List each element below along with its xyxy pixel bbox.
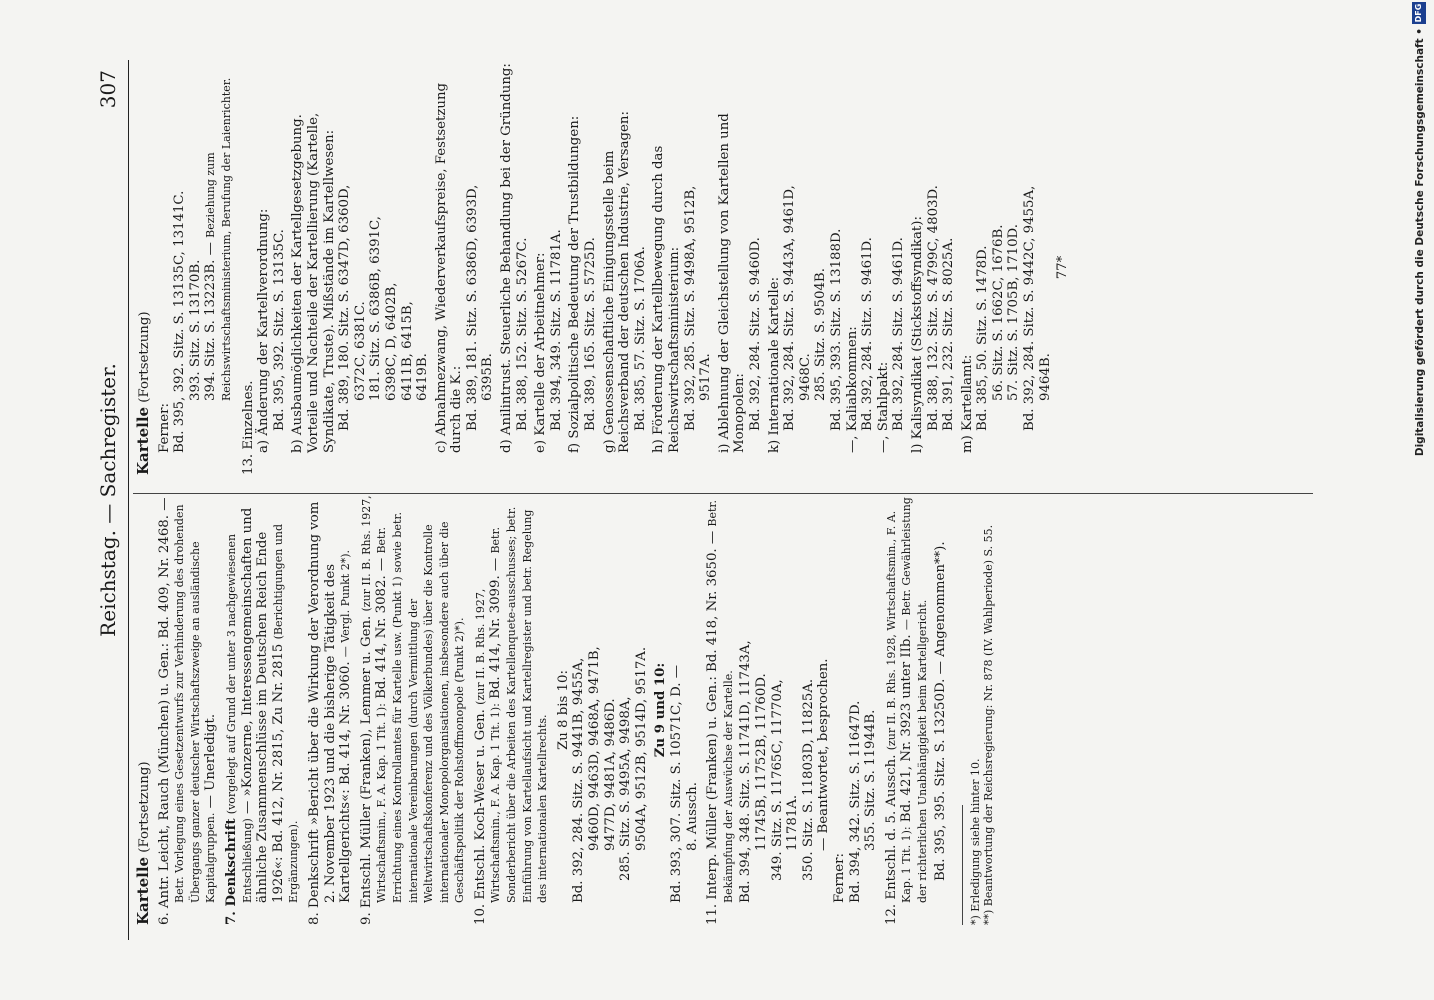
item-h: h) Förderung der Kartellbewegung durch das Reichswirtschaftsministerium: bbox=[651, 145, 682, 453]
ref-line: Bd. 385, 57. Sitz. S. 1706A. bbox=[632, 246, 648, 431]
ref-line: Ferner: bbox=[831, 853, 847, 903]
ref-line: Bd. 395, 392. Sitz. S. 13135C, 13141C. bbox=[172, 190, 188, 453]
ref-line: — Beantwortet, besprochen. bbox=[816, 658, 832, 851]
dfg-credit: Digitalisierung gefördert durch die Deutsche Forschungsgemeinschaft • bbox=[1414, 28, 1426, 457]
ref-line: Bd. 388, 152. Sitz. S. 5267C. bbox=[514, 237, 530, 431]
item-d: d) Anilintrust. Steuerliche Behandlung bei der Gründung: bbox=[499, 63, 515, 453]
ref-line: Bd. 394, 349. Sitz. S. 11781A. bbox=[548, 229, 564, 431]
ref-line: Bd. 392, 284. Sitz. S. 9443A, 9461D, bbox=[782, 185, 798, 431]
ref-line: 57. Sitz. S. 1705B, 1710D. bbox=[1006, 224, 1022, 401]
ref-line: Bd. 389, 165. Sitz. S. 5725D. bbox=[583, 237, 599, 431]
ref-line: Bd. 395, 393. Sitz. S. 13188D. bbox=[828, 228, 844, 431]
ref-line: 285. Sitz. S. 9504B. bbox=[813, 268, 829, 401]
entry-12: 12. Entschl. d. 5. Aussch. (zur II. B. Rhs. 1928, Wirtschaftsmin., F. A. Kap. 1 Tit. 1): Bd. 421, Nr. 3923 unter IIb. — Betr. Gewährleistung der richterlichen Unabhängigkeit beim Kartellgericht. bbox=[883, 497, 929, 925]
ref-line: Bd. 385, 50. Sitz. S. 1478D. bbox=[975, 245, 991, 431]
ref-line: 11745B, 11752B, 11760D. bbox=[753, 673, 769, 851]
ref-line: 11781A. bbox=[785, 794, 801, 851]
ref-line: 6398C, D, 6402B, bbox=[383, 282, 399, 401]
item-c: c) Abnahmezwang, Wiederverkaufspreise, Festsetzung durch die K.: bbox=[433, 82, 465, 453]
ref-line: 9464B. bbox=[1037, 353, 1053, 401]
item-g: g) Genossenschaftliche Einigungsstelle beim Reichsverband der deutschen Industrie, Versagen: bbox=[601, 111, 633, 453]
footnote-1: *) Erledigung siehe hinter 10. bbox=[969, 758, 983, 925]
left-heading: Kartelle (Fortsetzung) bbox=[134, 761, 152, 925]
entry-7: 7. Denkschrift (vorgelegt auf Grund der unter 3 nachgewiesenen Entschließung) — »Konzerne, Interessengemeinschaften und ähnliche Zusammenschlüsse im Deutschen Reich Ende 1926«: Bd. 412, Nr. 2815, Zu Nr. 2815 (Berichtigungen und Ergänzungen). bbox=[223, 507, 301, 925]
sub-item: —, Stahlpakt: bbox=[875, 361, 891, 453]
zu-9-und-10-label: Zu 9 und 10: bbox=[653, 662, 669, 758]
entry-11: 11. Interp. Müller (Franken) u. Gen.: Bd. 418, Nr. 3650. — Betr. Bekämpfung der Auswüchse der Kartelle. bbox=[705, 500, 735, 925]
sub-item: —, Kaliabkommen: bbox=[844, 326, 860, 453]
ref-line: Bd. 395, 392. Sitz. S. 13135C. bbox=[271, 229, 287, 431]
ref-line: 181. Sitz. S. 6386B, 6391C, bbox=[368, 216, 384, 401]
ref-line: Bd. 392, 285. Sitz. S. 9498A, 9512B, bbox=[682, 185, 698, 431]
item-m: m) Kartellamt: bbox=[959, 354, 975, 453]
right-column bbox=[136, 60, 1071, 475]
footnote-rule bbox=[962, 805, 963, 925]
entry-8: 8. Denkschrift »Bericht über die Wirkung der Verordnung vom 2. November 1923 und die bisherige Tätigkeit des Kartellgerichts«: Bd. 414, Nr. 3060. — Vergl. Punkt 2*). bbox=[306, 501, 354, 925]
dfg-sidebar bbox=[1400, 0, 1434, 1000]
running-title: Reichstag. — Sachregister. bbox=[96, 363, 120, 637]
ref-line: Bd. 391, 232. Sitz. S. 8025A. bbox=[941, 237, 957, 431]
ref-line: Bd. 392, 284. Sitz. S. 9461D. bbox=[891, 237, 907, 431]
item-k: k) Internationale Kartelle: bbox=[766, 276, 782, 453]
ref-line: Bd. 389, 180. Sitz. S. 6347D, 6360D, bbox=[337, 184, 353, 431]
dfg-logo: DFG bbox=[1412, 2, 1426, 24]
page-number: 307 bbox=[96, 70, 120, 109]
ref-line: 6411B, 6415B, bbox=[399, 301, 415, 401]
ref-line: 393. Sitz. S. 13170B. bbox=[187, 259, 203, 401]
entry-6: 6. Antr. Leicht, Rauch (München) u. Gen.: Bd. 409, Nr. 2468. — Betr. Vorlegung eines Gesetzentwurfs zur Verhinderung des drohenden Übergangs ganzer deutscher Wirtschaftszweige an ausländische Kapitalgruppen. — Unerledigt. bbox=[156, 497, 219, 925]
ref-line: 350. Sitz. S. 11803D, 11825A. bbox=[800, 678, 816, 881]
ref-line: 9504A, 9512B, 9514D, 9517A. bbox=[633, 646, 649, 851]
column-divider bbox=[133, 493, 1313, 494]
ref-line: Bd. 389, 181. Sitz. S. 6386D, 6393D, bbox=[464, 184, 480, 431]
ref-line: 349. Sitz. S. 11765C, 11770A, bbox=[769, 679, 785, 881]
item-b: b) Ausbaumöglichkeiten der Kartellgesetzgebung. Vorteile und Nachteile der Kartellierung (Kartelle, Syndikate, Truste). Mißstände im Kartellwesen: bbox=[290, 112, 337, 453]
left-column bbox=[136, 495, 995, 925]
ref-line: Bd. 388, 132. Sitz. S. 4799C, 4803D. bbox=[925, 185, 941, 431]
ref-line: 6419B. bbox=[415, 353, 431, 401]
ref-line: 56. Sitz. S. 1662C, 1676B. bbox=[990, 224, 1006, 401]
ref-line: 6372C, 6381C. bbox=[352, 301, 368, 401]
item-l: l) Kalisyndikat (Stickstoffsyndikat): bbox=[909, 216, 925, 453]
entry-10: 10. Entschl. Koch-Weser u. Gen. (zur II. B. Rhs. 1927, Wirtschaftsmin., F. A. Kap. 1 Tit. 1): Bd. 414, Nr. 3099. — Betr. Sonderbericht über die Arbeiten des Kartellenquete-ausschusses; betr. Einführung von Kartellaufsicht und Kartellregister und betr. Regelung des internationalen Kartellrechts. bbox=[472, 506, 550, 925]
item-i: i) Ablehnung der Gleichstellung von Kartellen und Monopolen: bbox=[716, 113, 748, 453]
item-a: a) Änderung der Kartellverordnung: bbox=[256, 208, 272, 453]
page-header bbox=[96, 60, 124, 940]
ref-line: Bd. 395, 395. Sitz. S. 13250D. — Angenommen**). bbox=[932, 541, 948, 881]
header-rule bbox=[128, 60, 129, 940]
entry-9: 9. Entschl. Müller (Franken), Lemmer u. Gen. (zur II. B. Rhs. 1927, Wirtschaftsmin., F. A. Kap. 1 Tit. 1): Bd. 414, Nr. 3082. — Betr. Errichtung eines Kontrollamtes für Kartelle usw. (Punkt 1) sowie betr. internationale Vereinbarungen (durch Vermittlung der Weltwirtschaftskonferenz und des Völkerbundes) über die Kontrolle internationaler Monopolorganisationen, insbesondere auch über die Geschäftspolitik der Rohstoffmonopole (Punkt 2)*). bbox=[358, 495, 467, 925]
ref-line: Bd. 392, 284. Sitz. S. 9441B, 9455A, bbox=[571, 657, 587, 903]
footnote-2: **) Beantwortung der Reichsregierung: Nr. 878 (IV. Wahlperiode) S. 55. bbox=[982, 524, 996, 925]
ref-line: 355. Sitz. S. 11944B. bbox=[863, 709, 879, 851]
ref-line: 9517A. bbox=[698, 353, 714, 401]
item-e: e) Kartelle der Arbeitnehmer: bbox=[533, 252, 549, 453]
item-f: f) Sozialpolitische Bedeutung der Trustbildungen: bbox=[567, 115, 583, 453]
ref-line: 8. Aussch. bbox=[684, 782, 700, 851]
ref-line: Bd. 394, 348. Sitz. S. 11741D, 11743A, bbox=[738, 640, 754, 903]
ref-line: 285. Sitz. S. 9495A, 9498A, bbox=[618, 696, 634, 881]
right-heading: Kartelle (Fortsetzung) bbox=[134, 311, 152, 475]
section-13-title: 13. Einzelnes. bbox=[240, 380, 256, 475]
ref-line: Bd. 392, 284. Sitz. S. 9460D. bbox=[747, 237, 763, 431]
ref-line: Bd. 392, 284. Sitz. S. 9442C, 9455A, bbox=[1022, 185, 1038, 431]
ref-line: Ferner: bbox=[156, 403, 172, 453]
ref-line: 9468C. bbox=[797, 353, 813, 401]
ref-line: 6395B. bbox=[480, 353, 496, 401]
ref-line: Bd. 394, 342. Sitz. S. 11647D. bbox=[847, 700, 863, 903]
ref-line: 9460D, 9463D, 9468A, 9471B, bbox=[587, 646, 603, 851]
ref-line: Bd. 393, 307. Sitz. S. 10571C, D. — bbox=[669, 664, 684, 903]
ref-line: 9477D, 9481A, 9486D. bbox=[602, 698, 618, 851]
signature-mark: 77* bbox=[1055, 255, 1071, 280]
ref-line: Bd. 392, 284. Sitz. S. 9461D. bbox=[860, 237, 876, 431]
ref-line: 394. Sitz. S. 13223B. — Beziehung zum Reichswirtschaftsministerium, Berufung der Laienrichter. bbox=[203, 77, 233, 401]
zu-8-bis-10-label: Zu 8 bis 10: bbox=[555, 670, 571, 750]
